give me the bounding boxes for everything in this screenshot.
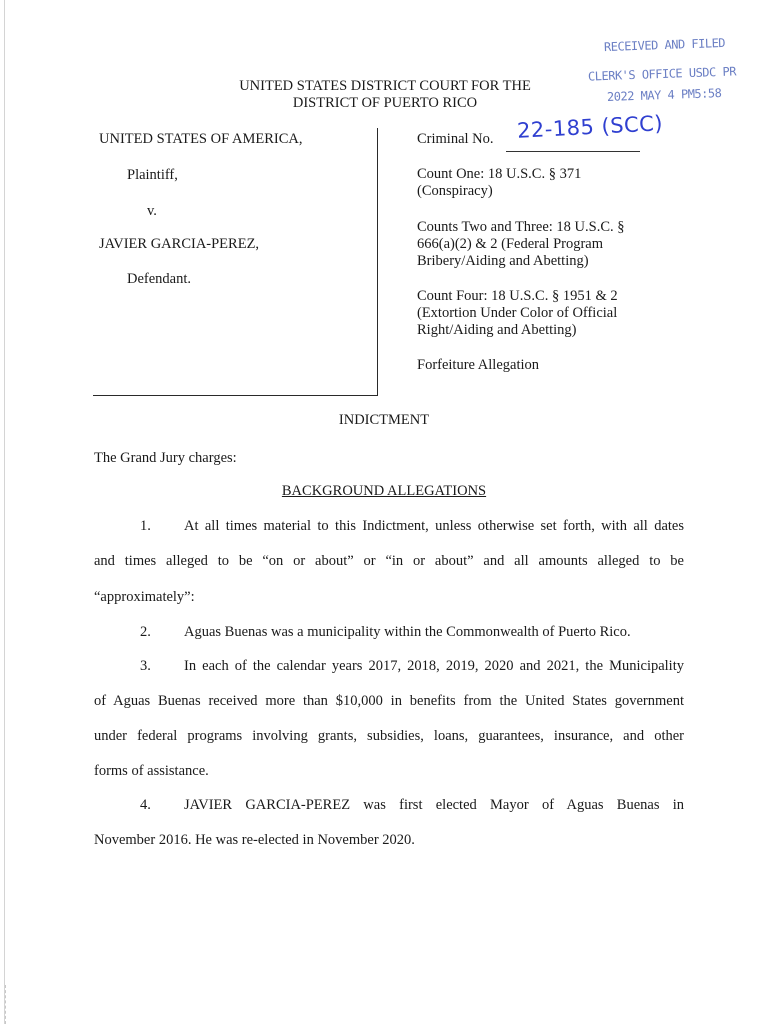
filing-stamp-line-3: 2022 MAY 4 PM5:58 xyxy=(606,86,722,104)
page-edge-line xyxy=(4,0,5,1024)
paragraph-1-number: 1. xyxy=(140,518,151,534)
paragraph-1-line-1: At all times material to this Indictment, unless otherwise set forth, with all dates xyxy=(184,518,684,534)
paragraph-2-line-1: Aguas Buenas was a municipality within the Commonwealth of Puerto Rico. xyxy=(184,624,631,640)
criminal-number-row xyxy=(417,111,687,148)
count-one-block xyxy=(417,166,687,200)
paragraph-3-line-4: forms of assistance. xyxy=(94,763,209,779)
page-edge-ticks xyxy=(5,985,8,1024)
paragraph-4-line-2: November 2016. He was re-elected in November 2020. xyxy=(94,832,415,848)
defendant-role: Defendant. xyxy=(127,271,192,287)
criminal-number-handwritten: 22-185 (SCC) xyxy=(516,111,664,143)
count-four-line-3: Right/Aiding and Abetting) xyxy=(417,322,577,338)
filing-stamp-line-1: RECEIVED AND FILED xyxy=(603,35,726,55)
caption-horizontal-rule xyxy=(93,395,378,396)
caption-vertical-rule xyxy=(377,128,378,396)
paragraph-3-line-3: under federal programs involving grants, subsidies, loans, guarantees, insurance, and other xyxy=(94,728,684,744)
count-two-three-line-3: Bribery/Aiding and Abetting) xyxy=(417,253,589,269)
court-heading xyxy=(200,78,570,112)
count-four-line-1: Count Four: 18 U.S.C. § 1951 & 2 xyxy=(417,288,618,304)
criminal-number-underline xyxy=(506,151,640,152)
count-one-statute: Count One: 18 U.S.C. § 371 xyxy=(417,166,582,182)
criminal-number-label: Criminal No. xyxy=(417,131,494,147)
paragraph-3-line-2: of Aguas Buenas received more than $10,000 in benefits from the United States government xyxy=(94,693,684,709)
paragraph-1-line-2: and times alleged to be “on or about” or “in or about” and all amounts alleged to be xyxy=(94,553,684,569)
section-heading: BACKGROUND ALLEGATIONS xyxy=(281,483,487,499)
court-heading-line-1: UNITED STATES DISTRICT COURT FOR THE xyxy=(239,78,531,94)
filing-stamp-line-2: CLERK'S OFFICE USDC PR xyxy=(587,64,737,84)
paragraph-3-number: 3. xyxy=(140,658,151,674)
plaintiff-role: Plaintiff, xyxy=(127,167,178,183)
defendant-name: JAVIER GARCIA-PEREZ, xyxy=(99,236,260,252)
paragraph-4-number: 4. xyxy=(140,797,151,813)
charges-intro: The Grand Jury charges: xyxy=(94,450,237,466)
count-one-description: (Conspiracy) xyxy=(417,183,493,199)
count-two-three-line-1: Counts Two and Three: 18 U.S.C. § xyxy=(417,219,625,235)
plaintiff-name: UNITED STATES OF AMERICA, xyxy=(99,131,303,147)
court-heading-line-2: DISTRICT OF PUERTO RICO xyxy=(292,95,478,111)
forfeiture-allegation xyxy=(417,357,687,374)
document-title: INDICTMENT xyxy=(338,412,430,428)
paragraph-2-number: 2. xyxy=(140,624,151,640)
forfeiture-label: Forfeiture Allegation xyxy=(417,357,540,373)
count-two-three-line-2: 666(a)(2) & 2 (Federal Program xyxy=(417,236,604,252)
paragraph-4-line-1: JAVIER GARCIA-PEREZ was first elected Mayor of Aguas Buenas in xyxy=(184,797,684,813)
paragraph-1-line-3: “approximately”: xyxy=(94,589,195,605)
count-two-three-block xyxy=(417,219,687,270)
count-four-line-2: (Extortion Under Color of Official xyxy=(417,305,618,321)
versus-label: v. xyxy=(147,203,157,219)
paragraph-3-line-1: In each of the calendar years 2017, 2018, 2019, 2020 and 2021, the Municipality xyxy=(184,658,684,674)
count-four-block xyxy=(417,288,687,339)
